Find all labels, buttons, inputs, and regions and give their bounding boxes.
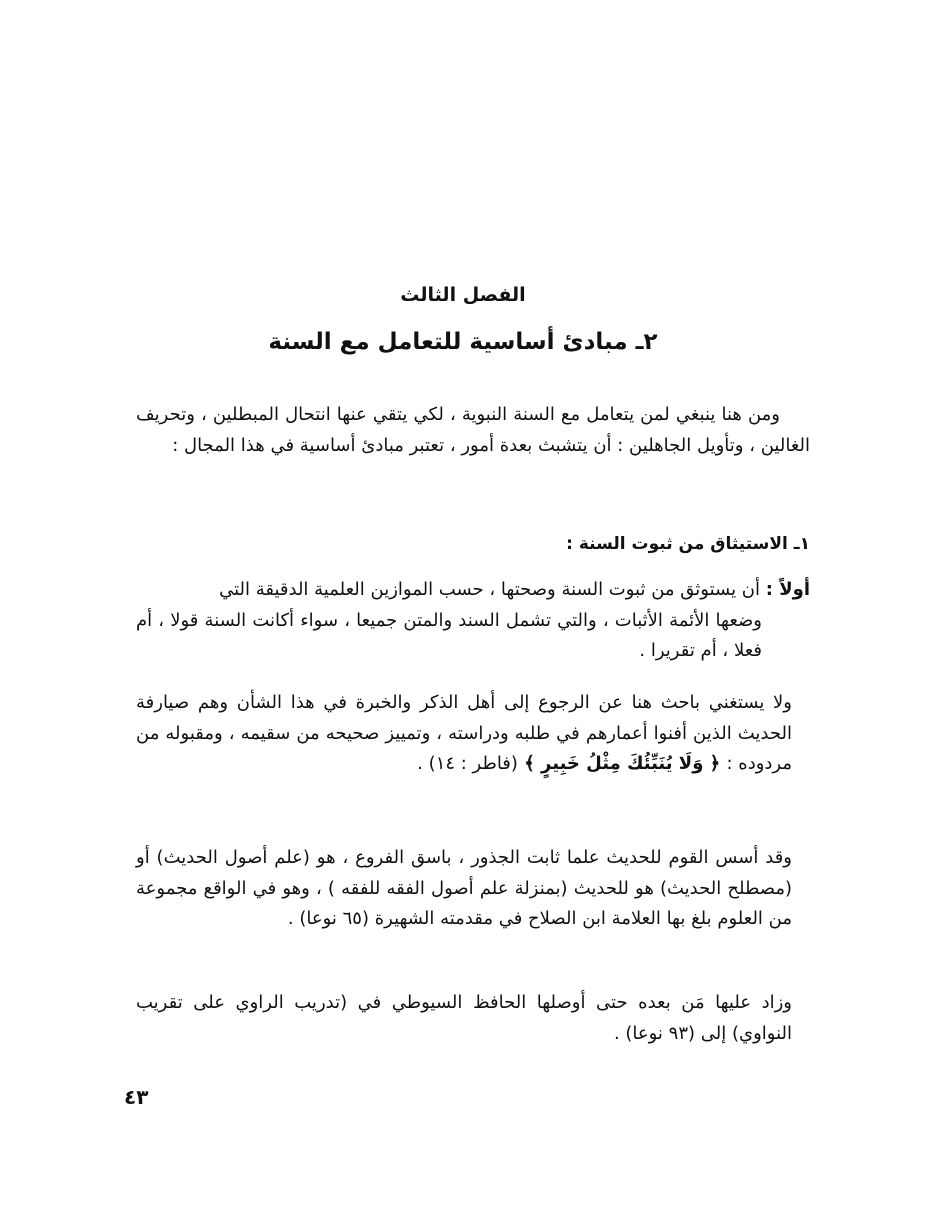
paragraph-second (136, 688, 792, 780)
intro-paragraph: ومن هنا ينبغي لمن يتعامل مع السنة النبوية ، لكي يتقي عنها انتحال المبطلين ، وتحريف الغالين ، وتأويل الجاهلين : أن يتشبث بعدة أمور ، تعتبر مبادئ أساسية في هذا المجال : (136, 404, 810, 456)
section-heading: ١ـ الاستيثاق من ثبوت السنة : (566, 534, 810, 554)
quran-reference: (فاطر : ١٤) . (417, 753, 518, 774)
paragraph-second-text: ولا يستغني باحث هنا عن الرجوع إلى أهل الذكر والخبرة في هذا الشأن وهم صيارفة الحديث الذين أفنوا أعمارهم في طلبه ودراسته ، وتمييز صحيحه من سقيمه ، ومقبوله من مردوده : (136, 692, 792, 774)
chapter-title: ٢ـ مبادئ أساسية للتعامل مع السنة (268, 329, 658, 355)
quran-verse: ﴿ وَلَا يُنَبِّئُكَ مِثْلُ خَبِيرٍ ﴾ (517, 753, 727, 774)
paragraph-first (136, 575, 810, 667)
paragraph-first-rest: وضعها الأئمة الأثبات ، والتي تشمل السند والمتن جميعا ، سواء أكانت السنة قولا ، أم فعلا ، أم تقريرا . (136, 609, 762, 661)
chapter-label: الفصل الثالث (400, 284, 526, 306)
paragraph-first-lead: أولاً : (765, 579, 810, 600)
page-number: ٤٣ (124, 1085, 149, 1109)
paragraph-first-line: أن يستوثق من ثبوت السنة وصحتها ، حسب الموازين العلمية الدقيقة التي (219, 579, 766, 600)
paragraph-fourth: وزاد عليها مَن بعده حتى أوصلها الحافظ السيوطي في (تدريب الراوي على تقريب النواوي) إلى (٩٣ نوعا) . (136, 992, 792, 1044)
paragraph-third: وقد أسس القوم للحديث علما ثابت الجذور ، باسق الفروع ، هو (علم أصول الحديث) أو (مصطلح الحديث) هو للحديث (بمنزلة علم أصول الفقه للفقه ) ، وهو في الواقع مجموعة من العلوم بلغ بها العلامة ابن الصلاح في مقدمته الشهيرة (٦٥ نوعا) . (136, 847, 792, 929)
